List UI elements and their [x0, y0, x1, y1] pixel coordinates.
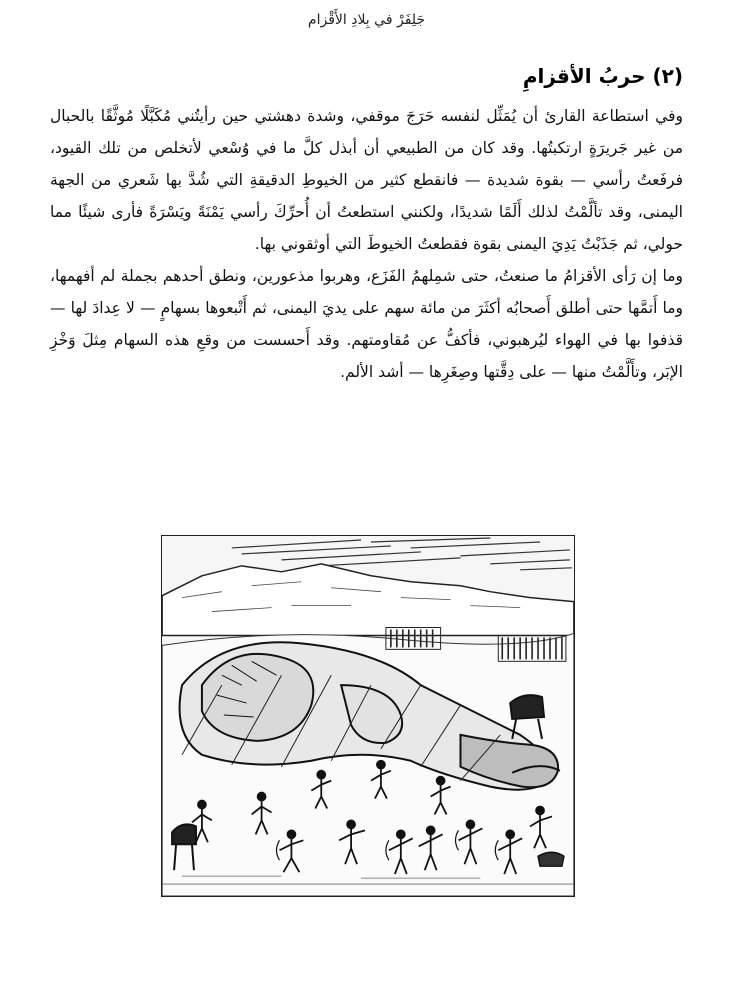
- paragraph-2: وما إن رَأى الأقزامُ ما صنعتُ، حتى شمِلهمُ الفَزَع، وهربوا مذعورين، ونطق أحدهم بجملة لم أفهمها، وما أَتمَّها حتى أطلق أَصحابُه أكثَرَ من مائة سهم على يديَ اليمنى، ثم أَتْبعوها بسهامٍ — لا عِدادَ لها — قذفوا بها في الهواء ليُرهبوني، فأكفُّ عن مُقاومتهم. وقد أَحسست من وقعِ هذه السهام مِثلَ وَخْزِ الإبَر، وتأَلَّمْتُ منها — على دِقَّتها وصِغَرِها — أشد الألم.: [50, 267, 683, 381]
- body-text: [50, 100, 683, 388]
- battle-illustration: [161, 535, 575, 897]
- running-header: جَلِفَرْ في بِلادِ الأَقْزام: [307, 12, 426, 28]
- paragraph-1: وفي استطاعة القارئ أن يُمَثِّل لنفسه حَرَجَ موقفي، وشدة دهشتي حين رأيتُني مُكَبَّلًا مُوثَّقًا بالحبال من غير جَريرَةٍ ارتكبتُها. وقد كان من الطبيعي أن أبذل كلَّ ما في وُسْعي لأتخلص من تلك القيود، فرفَعتُ رأسي — بقوة شديدة — فانقطع كثير من الخيوطِ الدقيقةِ التي شُدَّ بها شَعري من الجهة اليمنى، وقد تألَّمْتُ لذلك أَلَمًا شديدًا، ولكنني استطعتُ أن أُحرِّكَ رأسي يَمْنَةً ويَسْرَةً فأرى شيئًا مما حولي، ثم جَذَبْتُ يَدِيَ اليمنى بقوة فقطعتُ الخيوطَ التي أوثقوني بها.: [50, 107, 683, 253]
- illustration-svg: [162, 536, 574, 896]
- chapter-title: (٢) حربُ الأقزامِ: [522, 64, 683, 88]
